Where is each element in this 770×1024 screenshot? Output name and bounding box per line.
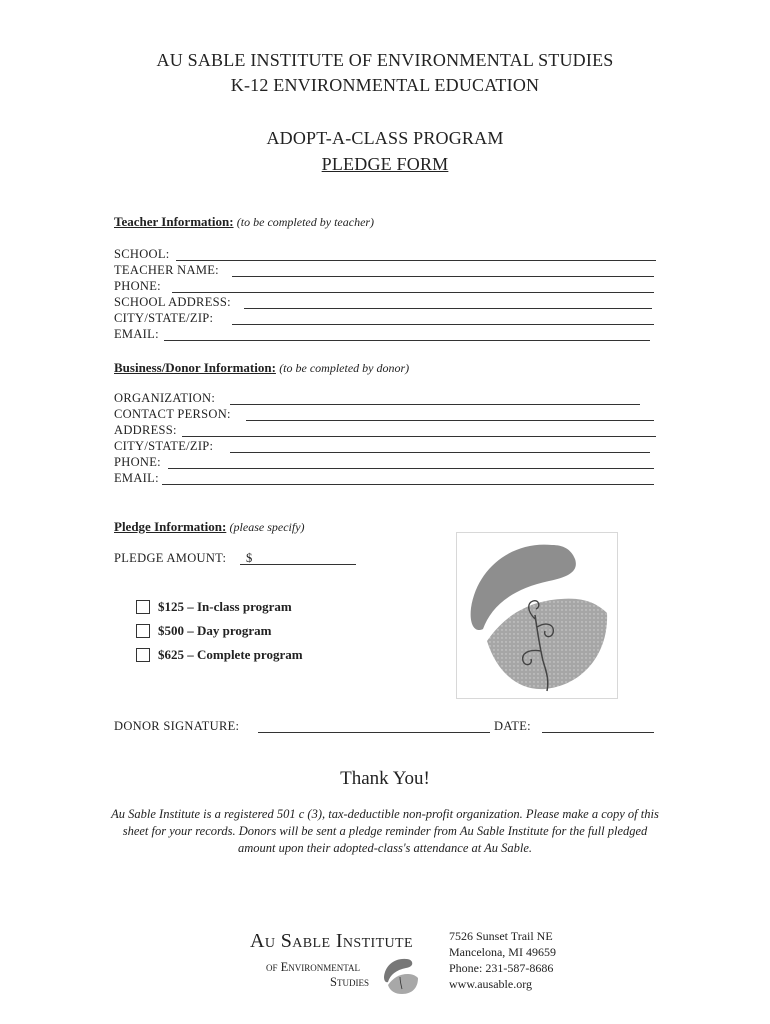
org-name: Au Sable Institute xyxy=(250,930,413,952)
option-label: $500 – Day program xyxy=(158,623,272,638)
adopt-a-class-title: ADOPT-A-CLASS PROGRAM xyxy=(266,128,504,148)
field-line[interactable] xyxy=(176,260,656,261)
signature-label: DONOR SIGNATURE: xyxy=(114,719,240,733)
pledge-note: (please specify) xyxy=(229,520,305,534)
pledge-form-title: PLEDGE FORM xyxy=(321,154,449,174)
field-line[interactable] xyxy=(162,484,654,485)
field-label: PHONE: xyxy=(114,279,161,293)
field-label: EMAIL: xyxy=(114,471,159,485)
teacher-heading: Teacher Information: xyxy=(114,214,234,229)
checkbox[interactable] xyxy=(136,624,150,638)
signature-line[interactable] xyxy=(258,732,490,733)
option-label: $625 – Complete program xyxy=(158,647,303,662)
address-phone: Phone: 231-587-8686 xyxy=(449,961,554,975)
donor-note: (to be completed by donor) xyxy=(279,361,410,375)
field-line[interactable] xyxy=(182,436,656,437)
field-line[interactable] xyxy=(232,276,654,277)
pledge-amount-line[interactable] xyxy=(240,564,356,565)
donor-section-heading xyxy=(114,360,409,376)
field-label: EMAIL: xyxy=(114,327,159,341)
field-label: ORGANIZATION: xyxy=(114,391,216,405)
teacher-note: (to be completed by teacher) xyxy=(236,215,375,229)
dollar-sign: $ xyxy=(246,551,253,565)
field-label: CONTACT PERSON: xyxy=(114,407,231,421)
fine-print: Au Sable Institute is a registered 501 c (3), tax-deductible non-profit organization. Please make a copy of this sheet for your records. Donors will be sent a pledge reminder from Au Sable Institute for the full pledged amount upon their adopted-class's attendance at Au Sable. xyxy=(111,807,659,855)
pledge-section-heading xyxy=(114,519,305,535)
institute-logo-icon xyxy=(380,955,420,995)
donor-heading: Business/Donor Information: xyxy=(114,360,276,375)
field-line[interactable] xyxy=(244,308,652,309)
leaf-logo-image xyxy=(456,532,618,699)
field-line[interactable] xyxy=(164,340,650,341)
institute-title: AU SABLE INSTITUTE OF ENVIRONMENTAL STUDIES xyxy=(156,50,614,70)
checkbox[interactable] xyxy=(136,600,150,614)
field-label: TEACHER NAME: xyxy=(114,263,219,277)
pledge-amount-label: PLEDGE AMOUNT: xyxy=(114,551,227,565)
field-label: PHONE: xyxy=(114,455,161,469)
field-line[interactable] xyxy=(230,452,650,453)
field-line[interactable] xyxy=(232,324,654,325)
date-label: DATE: xyxy=(494,719,531,733)
date-line[interactable] xyxy=(542,732,654,733)
field-line[interactable] xyxy=(168,468,654,469)
field-label: SCHOOL ADDRESS: xyxy=(114,295,231,309)
address-street: 7526 Sunset Trail NE xyxy=(449,929,553,943)
address-website[interactable]: www.ausable.org xyxy=(449,977,532,991)
teacher-section-heading xyxy=(114,214,374,230)
pledge-heading: Pledge Information: xyxy=(114,519,227,534)
field-line[interactable] xyxy=(172,292,654,293)
field-label: SCHOOL: xyxy=(114,247,170,261)
org-name-line3: Studies xyxy=(330,975,369,989)
field-label: ADDRESS: xyxy=(114,423,177,437)
address-city: Mancelona, MI 49659 xyxy=(449,945,556,959)
field-line[interactable] xyxy=(230,404,640,405)
field-line[interactable] xyxy=(246,420,654,421)
option-label: $125 – In-class program xyxy=(158,599,292,614)
checkbox[interactable] xyxy=(136,648,150,662)
field-label: CITY/STATE/ZIP: xyxy=(114,439,214,453)
field-label: CITY/STATE/ZIP: xyxy=(114,311,214,325)
contact-address xyxy=(449,928,556,992)
thank-you: Thank You! xyxy=(340,768,430,789)
program-subtitle: K-12 ENVIRONMENTAL EDUCATION xyxy=(230,75,540,95)
org-name-line2: of Environmental xyxy=(266,960,361,974)
